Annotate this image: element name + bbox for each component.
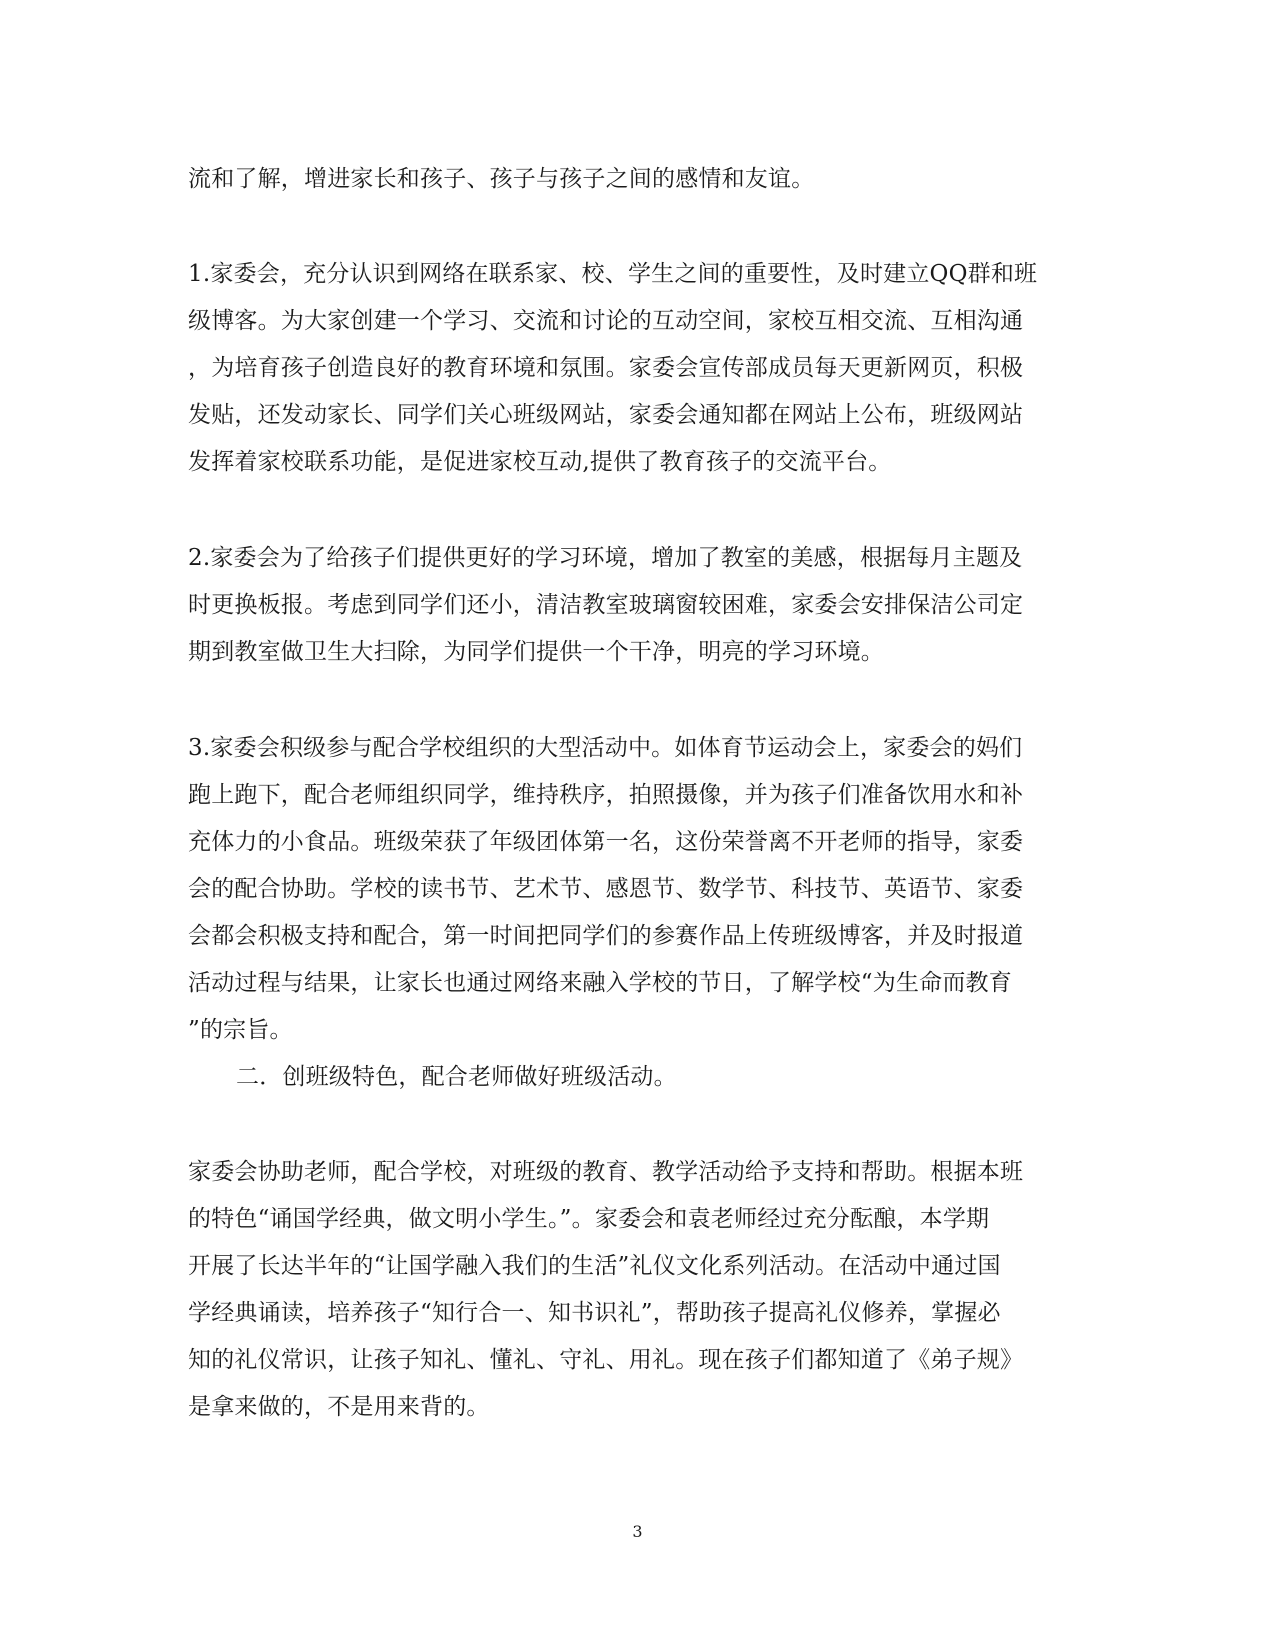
text-line: 时更换板报。考虑到同学们还小，清洁教室玻璃窗较困难，家委会安排保洁公司定 (188, 592, 1024, 618)
text-line: 跑上跑下，配合老师组织同学，维持秩序，拍照摄像，并为孩子们准备饮用水和补 (188, 782, 1024, 808)
text-line: ，为培育孩子创造良好的教育环境和氛围。家委会宣传部成员每天更新网页，积极 (188, 355, 1024, 381)
text-line: 会都会积极支持和配合，第一时间把同学们的参赛作品上传班级博客，并及时报道 (188, 923, 1024, 949)
text-line: 2.家委会为了给孩子们提供更好的学习环境，增加了教室的美感，根据每月主题及 (188, 545, 1023, 571)
text-line: 学经典诵读，培养孩子“知行合一、知书识礼”，帮助孩子提高礼仪修养，掌握必 (188, 1300, 1001, 1326)
text-line: 活动过程与结果，让家长也通过网络来融入学校的节日，了解学校“为生命而教育 (188, 970, 1012, 996)
section-heading: 二．创班级特色，配合老师做好班级活动。 (236, 1064, 677, 1090)
text-line: ”的宗旨。 (188, 1017, 293, 1043)
text-line: 级博客。为大家创建一个学习、交流和讨论的互动空间，家校互相交流、互相沟通 (188, 308, 1024, 334)
text-line: 充体力的小食品。班级荣获了年级团体第一名，这份荣誉离不开老师的指导，家委 (188, 829, 1024, 855)
text-line: 的特色“诵国学经典，做文明小学生。”。家委会和袁老师经过充分酝酿，本学期 (188, 1206, 990, 1232)
text-line: 知的礼仪常识，让孩子知礼、懂礼、守礼、用礼。现在孩子们都知道了《弟子规》 (188, 1347, 1024, 1373)
text-line: 是拿来做的，不是用来背的。 (188, 1394, 490, 1420)
page-number: 3 (632, 1522, 643, 1541)
text-line: 会的配合协助。学校的读书节、艺术节、感恩节、数学节、科技节、英语节、家委 (188, 876, 1024, 902)
text-line: 1.家委会，充分认识到网络在联系家、校、学生之间的重要性，及时建立QQ群和班 (188, 261, 1038, 287)
text-line: 发挥着家校联系功能，是促进家校互动,提供了教育孩子的交流平台。 (188, 449, 892, 475)
text-line: 发贴，还发动家长、同学们关心班级网站，家委会通知都在网站上公布，班级网站 (188, 402, 1024, 428)
text-line: 期到教室做卫生大扫除，为同学们提供一个干净，明亮的学习环境。 (188, 639, 884, 665)
text-line: 3.家委会积级参与配合学校组织的大型活动中。如体育节运动会上，家委会的妈们 (188, 735, 1023, 761)
text-line: 家委会协助老师，配合学校，对班级的教育、教学活动给予支持和帮助。根据本班 (188, 1159, 1024, 1185)
text-line: 流和了解，增进家长和孩子、孩子与孩子之间的感情和友谊。 (188, 166, 815, 192)
text-line: 开展了长达半年的“让国学融入我们的生活”礼仪文化系列活动。在活动中通过国 (188, 1253, 1001, 1279)
